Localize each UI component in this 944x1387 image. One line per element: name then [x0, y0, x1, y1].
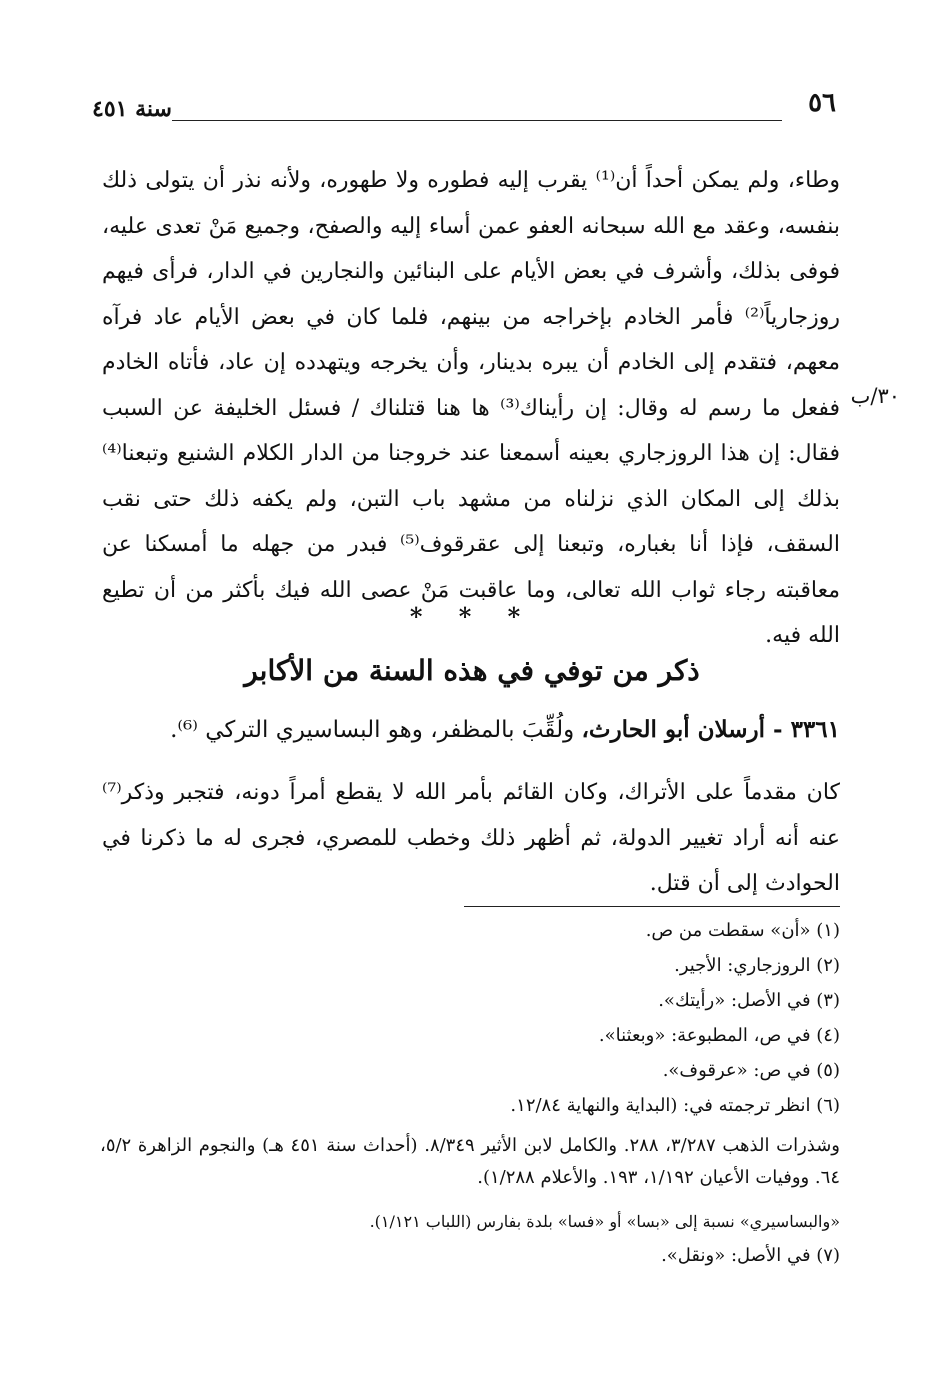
- footnote-6: (٦) انظر ترجمته في: (البداية والنهاية ١٢/٨٤.: [510, 1095, 840, 1116]
- section-title: ذكر من توفي في هذه السنة من الأكابر: [244, 654, 700, 687]
- footnote-2: (٢) الروزجاري: الأجير.: [674, 955, 840, 976]
- footnote-7: (٧) في الأصل: «ونقل».: [661, 1245, 840, 1266]
- biography-entry-heading: [100, 716, 840, 743]
- footnote-4: (٤) في ص، المطبوعة: «وبعثنا».: [598, 1025, 840, 1046]
- footnote-6-note: «والبساسيري» نسبة إلى «بسا» أو «فسا» بلدة بفارس (اللباب ١/١٢١).: [369, 1212, 840, 1231]
- footnote-5: (٥) في ص: «عرقوف».: [662, 1060, 840, 1081]
- footnote-3: (٣) في الأصل: «رأيتك».: [658, 990, 840, 1011]
- footnote-rule: [464, 906, 840, 907]
- page-number: ٥٦: [808, 88, 836, 118]
- entry-number-name: ٣٣٦١ - أرسلان أبو الحارث،: [581, 716, 840, 743]
- footnote-1: (١) «أن» سقطت من ص.: [645, 920, 840, 941]
- body-paragraph-2: كان مقدماً على الأتراك، وكان القائم بأمر الله لا يقطع أمراً دونه، فتجبر وذكر⁽⁷⁾ عنه أنه أراد تغيير الدولة، ثم أظهر ذلك وخطب للمصري، فجرى له ما ذكرنا في الحوادث إلى أن قتل.: [102, 780, 840, 896]
- running-header-year: سنة ٤٥١: [92, 96, 172, 122]
- header-rule: [172, 120, 782, 121]
- body-paragraph-1: وطاء، ولم يمكن أحداً أن⁽¹⁾ يقرب إليه فطوره ولا طهوره، ولأنه نذر أن يتولى ذلك بنفسه، وعقد مع الله سبحانه العفو عمن أساء إليه والصفح، وجميع مَنْ تعدى عليه، فوفى بذلك، وأشرف في بعض الأيام على البنائين والنجارين في الدار، فرأى فيهم روزجارياً⁽²⁾ فأمر الخادم بإخراجه من بينهم، فلما كان في بعض الأيام عاد فرآه معهم، فتقدم إلى الخادم أن يبره بدينار، وأن يخرجه ويتهدده إن عاد، فأتاه الخادم ففعل ما رسم له وقال: إن رأيناك⁽³⁾ ها هنا قتلناك / فسئل الخليفة عن السبب فقال: إن هذا الروزجاري بعينه أسمعنا عند خروجنا من الدار الكلام الشنيع وتبعنا⁽⁴⁾ بذلك إلى المكان الذي نزلناه من مشهد باب التبن، ولم يكفه ذلك حتى نقب السقف، فإذا أنا بغباره، وتبعنا إلى عقرقوف⁽⁵⁾ فبدر من جهله ما أمسكنا عن معاقبته رجاء ثواب الله تعالى، وما عاقبت مَنْ عصى الله فيك بأكثر من أن تطيع الله فيه.: [102, 168, 841, 648]
- footnote-6-continuation: وشذرات الذهب ٣/٢٨٧، ٢٨٨. والكامل لابن الأثير ٨/٣٤٩. (أحداث سنة ٤٥١ هـ) والنجوم الزاهرة ٥/٢، ٦٤. ووفيات الأعيان ١/١٩٢، ١٩٣. والأعلام ١/٢٨٨).: [100, 1135, 840, 1188]
- section-separator: * * *: [409, 602, 535, 631]
- entry-description: ولُقِّبَ بالمظفر، وهو البساسيري التركي ⁽⁶⁾.: [170, 717, 582, 743]
- manuscript-folio-marker: ٣٠/ب: [850, 384, 900, 408]
